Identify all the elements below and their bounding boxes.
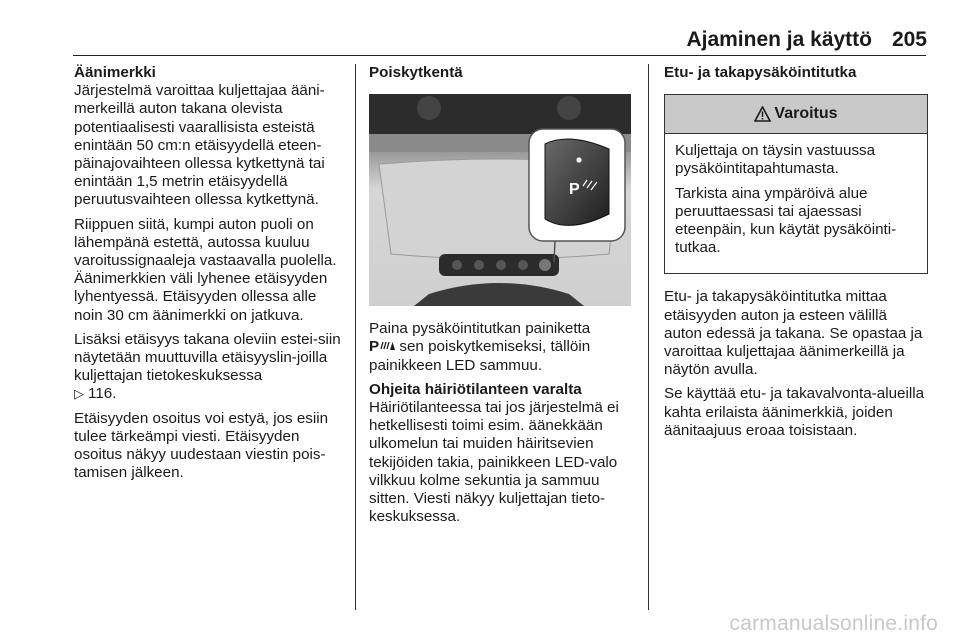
warning-box (664, 94, 928, 274)
warning-triangle-icon (754, 106, 771, 122)
parking-symbol-letter: P (369, 338, 380, 356)
paragraph: Riippuen siitä, kumpi auton puoli on lähempänä estettä, autossa kuuluu varoitussignaaleja vastaavalla puolella. Äänimerkkien väli lyhenee etäisyyden lyhentyessä. Etäisyyden ollessa alle noin 30 cm äänimerkki on jatkuva. (74, 215, 337, 324)
warning-paragraph: Tarkista aina ympäröivä alue peruuttaessasi tai ajaessasi eteenpäin, kun käytät pysäköinti-tutkaa. (675, 184, 897, 257)
parking-button-photo (369, 94, 631, 306)
photo-button-label: P (569, 181, 580, 199)
paragraph: Se käyttää etu- ja takavalvonta-alueilla kahta erilaista äänimerkkiä, joiden äänitaajuus eroaa toisistaan. (664, 385, 925, 439)
paragraph-text: Lisäksi etäisyys takana oleviin estei-siin näytetään muuttuvilla etäisyyslin-joilla kuljettajan tietokeskuksessa (74, 330, 341, 385)
warning-body (665, 134, 927, 273)
warning-paragraph: Kuljettaja on täysin vastuussa pysäköintitapahtumasta. (675, 142, 876, 178)
paragraph: Häiriötilanteessa tai jos järjestelmä ei hetkellisesti toimi esim. äänekkään ulkomelun tai muiden häiritsevien tekijöiden takia, painikkeen LED-valo vilkkuu kolme sekuntia ja sammuu sitten. Viesti näkyy kuljettajan tieto-keskuksessa. (369, 399, 619, 526)
xref-arrow-icon: ▷ (74, 386, 84, 402)
paragraph-text: sen poiskytkemiseksi, tällöin painikkeen LED sammuu. (369, 338, 591, 374)
console-illustration (369, 94, 631, 306)
paragraph: Järjestelmä varoittaa kuljettajaa ääni-merkeillä auton takana olevista potentiaalisesti vaarallisista esteistä enintään 50 cm:n etäisyydellä eteen-päinajovaihteen ollessa kytkettynä tai enintään 1,5 metrin etäisyydellä peruutusvaihteen ollessa kytkettynä. (74, 82, 325, 209)
paragraph-text: Paina pysäköintitutkan painiketta (369, 320, 591, 338)
paragraph: Etäisyyden osoitus voi estyä, jos esiin tulee tärkeämpi viesti. Etäisyyden osoitus näkyy uudestaan viestin pois-tamisen jälkeen. (74, 409, 329, 482)
running-header-title: Ajaminen ja käyttö (686, 28, 872, 51)
section-heading-front-rear-radar: Etu- ja takapysäköintitutka (664, 64, 857, 81)
column-2 (369, 64, 639, 532)
section-heading-switch-off: Poiskytkentä (369, 64, 463, 81)
paragraph-switch-off (369, 320, 639, 375)
header-rule (73, 55, 926, 56)
paragraph-with-xref (74, 331, 346, 404)
column-1 (74, 64, 346, 488)
watermark: carmanualsonline.info (729, 612, 938, 635)
parking-assist-icon (369, 338, 395, 355)
section-subheading-fault: Ohjeita häiriötilanteen varalta (369, 380, 582, 398)
warning-title: Varoitus (774, 105, 838, 123)
column-divider (648, 64, 649, 610)
warning-header (665, 95, 927, 134)
column-divider (355, 64, 356, 610)
xref-link[interactable]: 116. (88, 385, 117, 403)
section-heading-sound: Äänimerkki (74, 64, 156, 81)
column-3 (664, 64, 928, 446)
sensor-waves-icon (379, 338, 395, 351)
paragraph: Etu- ja takapysäköintitutka mittaa etäisyyden auton ja esteen välillä auton edessä ja takana. Se opastaa ja varoittaa kuljettajaa äänimerkeillä ja näytön avulla. (664, 288, 923, 379)
page-number: 205 (891, 28, 927, 51)
